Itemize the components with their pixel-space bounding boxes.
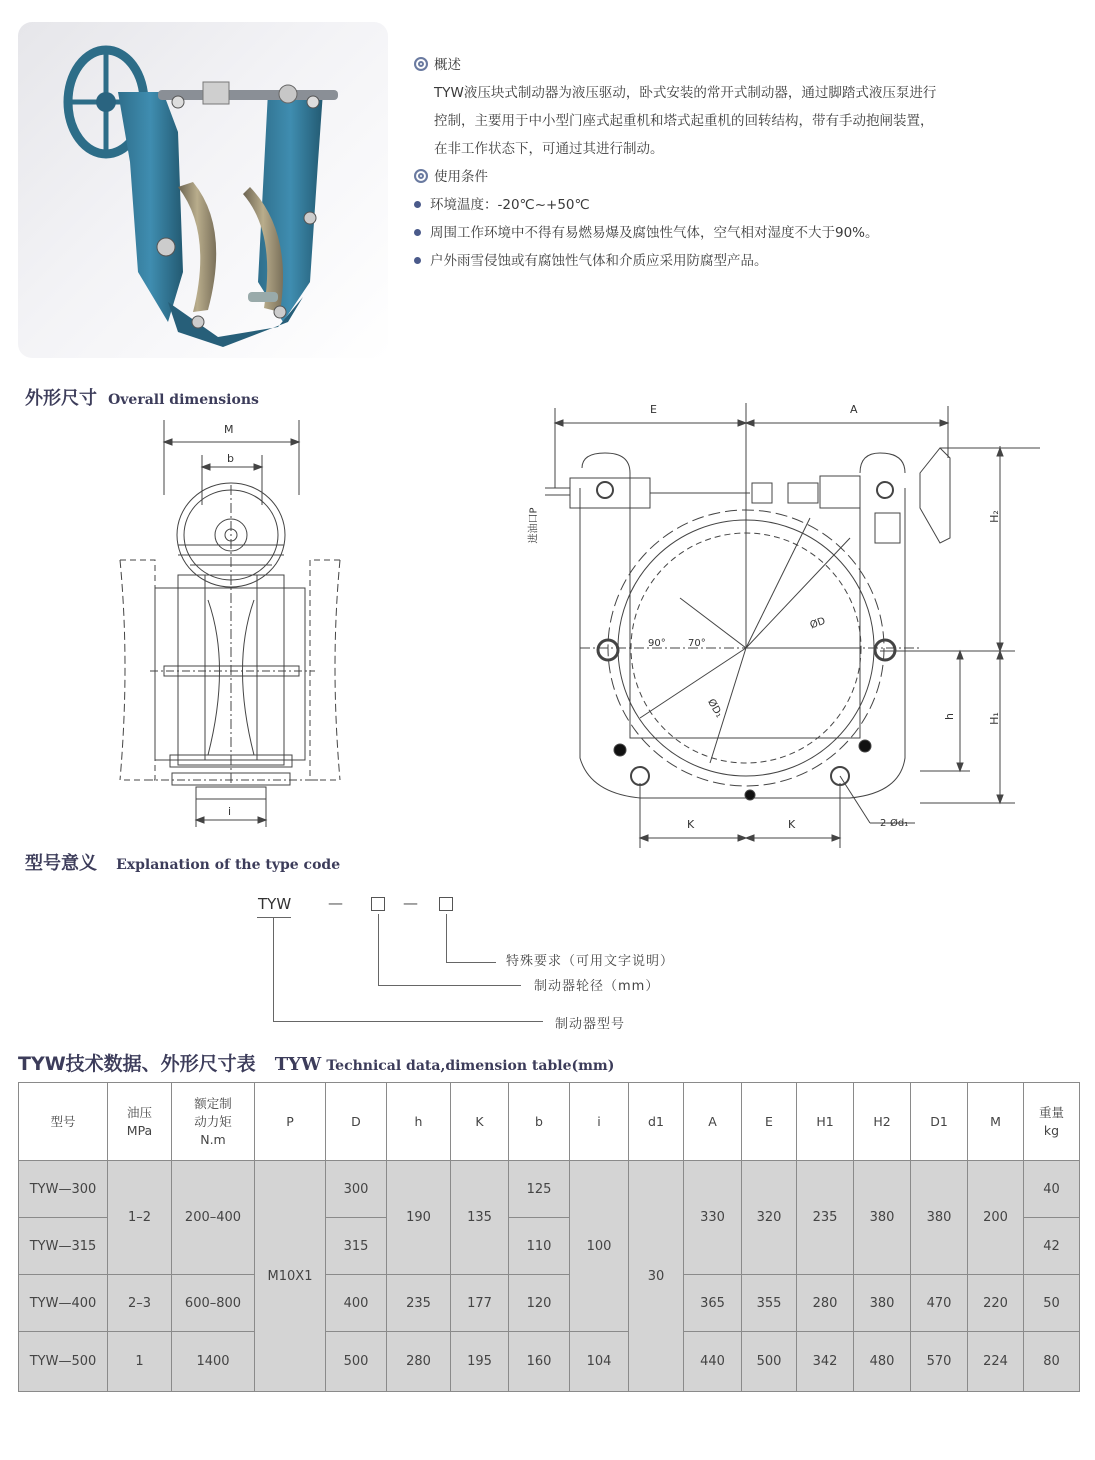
bullet-icon <box>414 201 421 208</box>
header-d: D <box>326 1083 387 1161</box>
cell-h: 280 <box>387 1332 451 1392</box>
cell-h1: 280 <box>797 1275 854 1332</box>
header-d1-outer: D1 <box>911 1083 968 1161</box>
dim-label-h2: H₂ <box>987 510 1001 523</box>
cell-d1-outer: 470 <box>911 1275 968 1332</box>
brake-photo-illustration <box>18 22 388 358</box>
cell-m: 220 <box>968 1275 1024 1332</box>
cell-k: 177 <box>451 1275 509 1332</box>
cell-m: 224 <box>968 1332 1024 1392</box>
condition-item: 环境温度：-20℃~+50℃ <box>414 193 590 213</box>
cell-e: 355 <box>742 1275 797 1332</box>
special-box <box>439 897 453 911</box>
cell-m: 200 <box>968 1161 1024 1275</box>
overview-line: 控制，主要用于中小型门座式起重机和塔式起重机的回转结构，带有手动抱闸装置， <box>434 113 934 129</box>
code-dash: — <box>403 894 418 912</box>
cell-model: TYW—315 <box>19 1218 108 1275</box>
dim-label-m: M <box>224 423 234 436</box>
cell-k: 135 <box>451 1161 509 1275</box>
header-h1: H1 <box>797 1083 854 1161</box>
cell-h2: 380 <box>854 1275 911 1332</box>
dimensions-heading: 外形尺寸 Overall dimensions <box>25 388 259 409</box>
cell-a: 440 <box>684 1332 742 1392</box>
code-underline <box>257 917 291 918</box>
cell-b: 120 <box>509 1275 570 1332</box>
angle-90-label: 90° <box>648 638 666 649</box>
dim-label-phi-d1: ØD₁ <box>705 697 725 720</box>
cell-weight: 50 <box>1024 1275 1080 1332</box>
cell-d1-outer: 570 <box>911 1332 968 1392</box>
header-b: b <box>509 1083 570 1161</box>
header-e: E <box>742 1083 797 1161</box>
cell-pressure: 1 <box>108 1332 172 1392</box>
dim-label-i: i <box>228 805 232 818</box>
model-label: 制动器型号 <box>555 1017 626 1032</box>
side-view-drawing <box>110 415 350 830</box>
table-row <box>19 1332 1080 1392</box>
leader-line <box>378 985 521 986</box>
cell-h2: 480 <box>854 1332 911 1392</box>
cell-d1-outer: 380 <box>911 1161 968 1275</box>
cell-p: M10X1 <box>255 1161 326 1392</box>
header-torque: 额定制 动力矩 N.m <box>172 1083 255 1161</box>
cell-a: 330 <box>684 1161 742 1275</box>
dim-label-h1: H₁ <box>987 712 1001 725</box>
leader-line <box>446 914 447 963</box>
cell-model: TYW—400 <box>19 1275 108 1332</box>
cell-d: 300 <box>326 1161 387 1218</box>
overview-line: 在非工作状态下，可通过其进行制动。 <box>434 141 664 157</box>
cell-b: 160 <box>509 1332 570 1392</box>
cell-weight: 80 <box>1024 1332 1080 1392</box>
leader-line <box>446 962 496 963</box>
cell-i: 104 <box>570 1332 629 1392</box>
holes-label: 2-Ød₁ <box>880 818 909 829</box>
cell-i: 100 <box>570 1161 629 1332</box>
dim-label-k: K <box>687 818 695 831</box>
header-p: P <box>255 1083 326 1161</box>
cell-k: 195 <box>451 1332 509 1392</box>
cell-h: 235 <box>387 1275 451 1332</box>
angle-70-label: 70° <box>688 638 706 649</box>
cell-torque: 200–400 <box>172 1161 255 1275</box>
condition-item: 户外雨雪侵蚀或有腐蚀性气体和介质应采用防腐型产品。 <box>414 249 768 269</box>
dim-label-a: A <box>850 403 858 416</box>
cell-b: 125 <box>509 1161 570 1218</box>
header-weight: 重量 kg <box>1024 1083 1080 1161</box>
cell-model: TYW—500 <box>19 1332 108 1392</box>
product-photo <box>18 22 388 358</box>
cell-e: 320 <box>742 1161 797 1275</box>
header-h2: H2 <box>854 1083 911 1161</box>
dim-label-phi-d: ØD <box>808 615 827 632</box>
cell-torque: 600–800 <box>172 1275 255 1332</box>
dim-label-k: K <box>788 818 796 831</box>
cell-pressure: 2–3 <box>108 1275 172 1332</box>
cell-h1: 342 <box>797 1332 854 1392</box>
section-bullet-icon <box>414 169 428 183</box>
cell-weight: 40 <box>1024 1161 1080 1218</box>
cell-torque: 1400 <box>172 1332 255 1392</box>
leader-line <box>273 918 274 1022</box>
header-k: K <box>451 1083 509 1161</box>
diameter-label: 制动器轮径（mm） <box>534 979 660 994</box>
cell-d: 500 <box>326 1332 387 1392</box>
front-view-drawing <box>520 398 1060 850</box>
table-header-row <box>19 1083 1080 1161</box>
cell-d: 315 <box>326 1218 387 1275</box>
header-m: M <box>968 1083 1024 1161</box>
code-dash: — <box>328 894 343 912</box>
overview-heading: 概述 <box>414 53 461 73</box>
overview-line: TYW液压块式制动器为液压驱动，卧式安装的常开式制动器，通过脚踏式液压泵进行 <box>434 85 937 101</box>
leader-line <box>273 1021 543 1022</box>
cell-h1: 235 <box>797 1161 854 1275</box>
header-pressure: 油压 MPa <box>108 1083 172 1161</box>
section-bullet-icon <box>414 57 428 71</box>
table-row <box>19 1275 1080 1332</box>
header-i: i <box>570 1083 629 1161</box>
cell-e: 500 <box>742 1332 797 1392</box>
condition-item: 周围工作环境中不得有易燃易爆及腐蚀性气体，空气相对湿度不大于90%。 <box>414 221 879 241</box>
header-a: A <box>684 1083 742 1161</box>
cell-h2: 380 <box>854 1161 911 1275</box>
cell-d: 400 <box>326 1275 387 1332</box>
diameter-box <box>371 897 385 911</box>
dim-label-h: h <box>942 713 956 720</box>
oil-inlet-label: 进油口P <box>528 507 540 544</box>
header-model: 型号 <box>19 1083 108 1161</box>
type-code-heading: 型号意义 Explanation of the type code <box>25 853 341 874</box>
table-row <box>19 1161 1080 1218</box>
special-label: 特殊要求（可用文字说明） <box>506 954 675 969</box>
conditions-heading: 使用条件 <box>414 165 488 185</box>
dim-label-b: b <box>227 452 234 465</box>
cell-a: 365 <box>684 1275 742 1332</box>
cell-pressure: 1–2 <box>108 1161 172 1275</box>
cell-d1: 30 <box>629 1161 684 1392</box>
leader-line <box>378 914 379 986</box>
table-heading: TYW技术数据、外形尺寸表 TYW Technical data,dimension table(mm) <box>18 1053 615 1075</box>
spec-table <box>18 1082 1080 1392</box>
header-h: h <box>387 1083 451 1161</box>
cell-model: TYW—300 <box>19 1161 108 1218</box>
dim-label-e: E <box>650 403 657 416</box>
cell-h: 190 <box>387 1161 451 1275</box>
cell-weight: 42 <box>1024 1218 1080 1275</box>
bullet-icon <box>414 257 421 264</box>
cell-b: 110 <box>509 1218 570 1275</box>
bullet-icon <box>414 229 421 236</box>
header-d1: d1 <box>629 1083 684 1161</box>
type-code-prefix: TYW <box>258 895 292 913</box>
